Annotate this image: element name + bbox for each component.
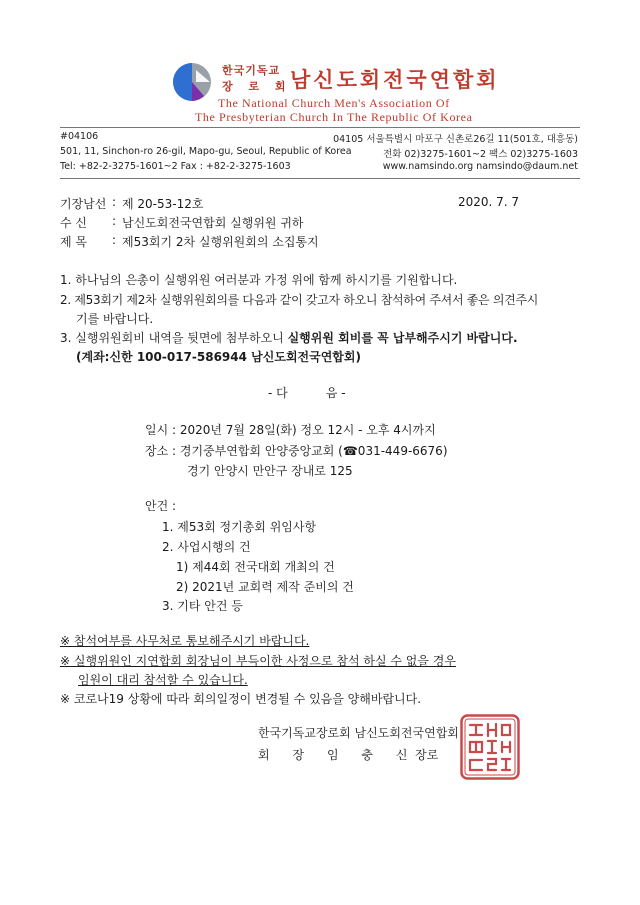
subject-label: 제 목 — [60, 235, 87, 249]
official-seal-icon — [460, 714, 520, 780]
meeting-place: 장소 : 경기중부연합회 안양중앙교회 (☎031-449-6676) — [145, 444, 448, 458]
bank-account: (계좌:신한 100-017-586944 남신도회전국연합회) — [76, 350, 361, 364]
paragraph-2b: 기를 바랍니다. — [76, 312, 154, 326]
meeting-address: 경기 안양시 만안구 장내로 125 — [187, 464, 353, 478]
paragraph-2a: 2. 제53회기 제2차 실행위원회의를 다음과 같이 갖고자 하오니 참석하여 주셔서 좋은 의견주시 — [60, 293, 539, 307]
address-right-2: 전화 02)3275-1601~2 팩스 02)3275-1603 — [383, 149, 578, 160]
docnum-label: 기장남선 — [60, 197, 107, 211]
agenda-subitem: 2) 2021년 교회력 제작 준비의 건 — [176, 580, 354, 594]
footer-signer: 회 장 임 충 신 장로 — [258, 748, 439, 762]
colon: : — [112, 195, 117, 209]
agenda-item: 3. 기타 안건 등 — [162, 599, 243, 613]
note-1: ※ 참석여부를 사무처로 통보해주시기 바랍니다. — [60, 634, 310, 648]
recipient-label: 수 신 — [60, 216, 87, 230]
address-right-1: 04105 서울특별시 마포구 신촌로26길 11(501호, 대흥동) — [333, 134, 578, 145]
subject-value: 제53회기 2차 실행위원회의 소집통지 — [122, 235, 319, 249]
org-english-line-2: The Presbyterian Church In The Republic Of Korea — [195, 110, 473, 124]
org-name: 남신도회전국연합회 — [290, 68, 500, 92]
paragraph-3-prefix: 3. 실행위원회비 내역을 뒷면에 첨부하오니 — [60, 331, 288, 345]
notice-heading: - 다 음 - — [268, 386, 346, 400]
colon: : — [112, 233, 117, 247]
document-date: 2020. 7. 7 — [458, 195, 520, 209]
note-2a: ※ 실행위원인 지연합회 회장님이 부득이한 사정으로 참석 하실 수 없을 경우 — [60, 654, 456, 668]
docnum-value: 제 20-53-12호 — [122, 197, 204, 211]
organization-logo-icon — [172, 62, 212, 102]
colon: : — [112, 214, 117, 228]
address-left-2: 501, 11, Sinchon-ro 26-gil, Mapo-gu, Seoul, Republic of Korea — [60, 146, 352, 157]
note-2b: 임원이 대리 참석할 수 있습니다. — [78, 673, 248, 687]
agenda-subitem: 1) 제44회 전국대회 개최의 건 — [176, 560, 335, 574]
agenda-label: 안건 : — [145, 499, 177, 513]
note-3: ※ 코로나19 상황에 따라 회의일정이 변경될 수 있음을 양해바랍니다. — [60, 692, 422, 706]
org-small-line-2: 장 로 회 — [222, 80, 292, 93]
agenda-item: 2. 사업시행의 건 — [162, 540, 251, 554]
org-english-line-1: The National Church Men's Association Of — [218, 96, 450, 110]
org-small-line-1: 한국기독교 — [222, 64, 281, 77]
paragraph-1: 1. 하나님의 은총이 실행위원 여러분과 가정 위에 함께 하시기를 기원합니다. — [60, 273, 458, 287]
recipient-value: 남신도회전국연합회 실행위원 귀하 — [122, 216, 304, 230]
address-left-3: Tel: +82-2-3275-1601~2 Fax : +82-2-3275-1603 — [60, 161, 291, 172]
footer-org: 한국기독교장로회 남신도회전국연합회 — [258, 726, 459, 740]
agenda-item: 1. 제53회 정기총회 위임사항 — [162, 520, 317, 534]
paragraph-3-emphasis: 실행위원 회비를 꼭 납부해주시기 바랍니다. — [287, 331, 518, 345]
paragraph-3 — [60, 329, 518, 346]
address-left-1: #04106 — [60, 131, 99, 142]
address-right-3: www.namsindo.org namsindo@daum.net — [382, 161, 578, 172]
meeting-time: 일시 : 2020년 7월 28일(화) 정오 12시 - 오후 4시까지 — [145, 423, 436, 437]
header-rule-bottom — [60, 178, 580, 179]
header-rule-top — [60, 127, 580, 128]
